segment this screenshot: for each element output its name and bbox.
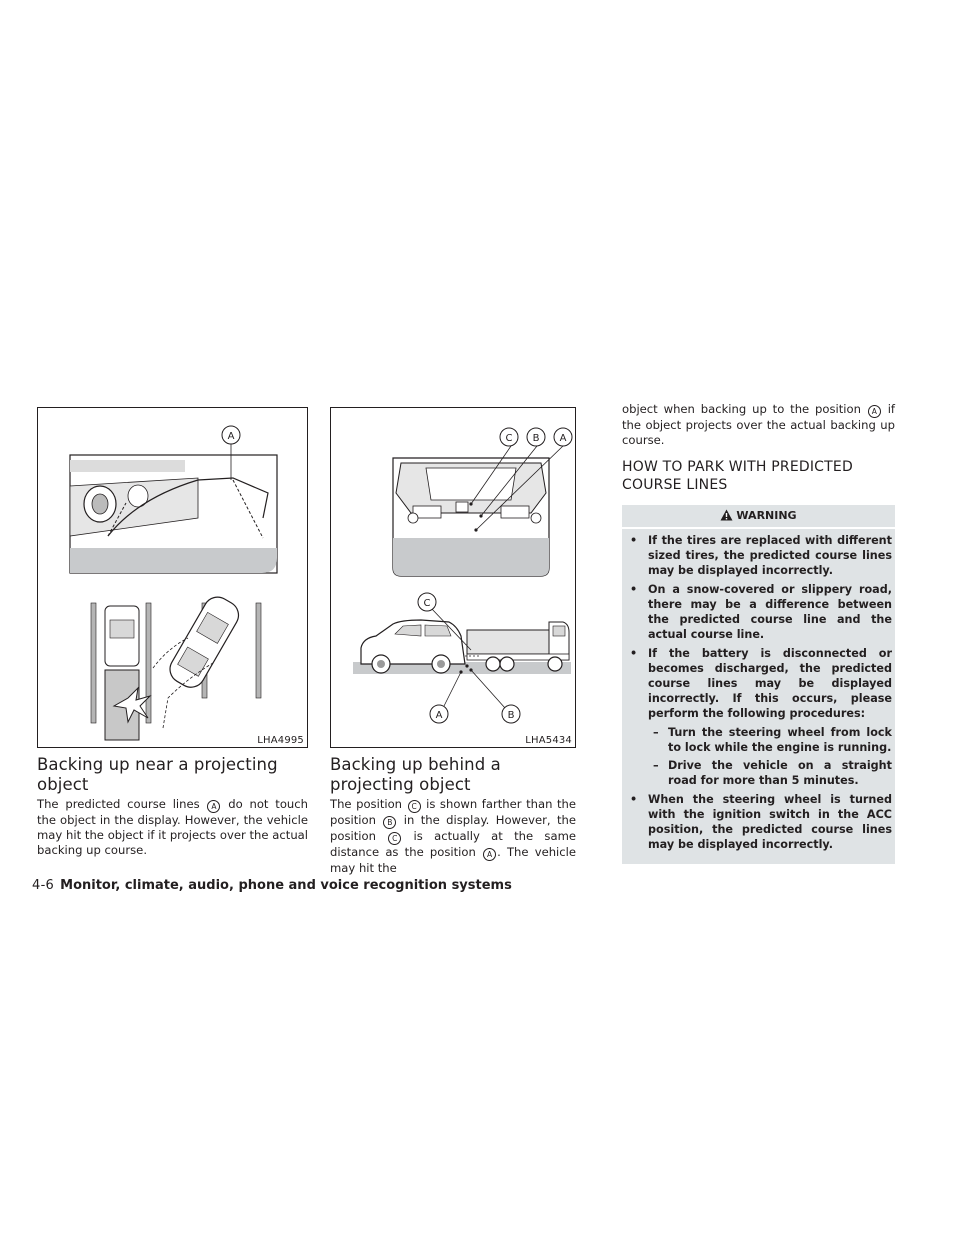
figure-backing-behind-projecting-object	[330, 407, 576, 748]
warning-item	[628, 646, 892, 788]
warning-item-text: If the tires are replaced with different sized tires, the predicted course lines may be displayed incorrectly.	[648, 534, 892, 577]
text-part: in the display. However, the position	[330, 813, 577, 843]
text-part: . The vehicle may hit the	[330, 845, 577, 875]
text-part: The predicted course lines	[37, 797, 200, 811]
warning-item	[628, 533, 892, 578]
section-heading-near-projecting: Backing up near a projecting object	[37, 755, 278, 794]
fig2-callout-a-bottom: A	[435, 710, 443, 721]
fig2-callout-c-bottom: C	[423, 598, 431, 609]
section-heading-predicted-course-lines: HOW TO PARK WITH PREDICTED COURSE LINES	[622, 459, 853, 493]
chapter-title: Monitor, climate, audio, phone and voice recognition systems	[60, 878, 512, 893]
marker-a: A	[207, 800, 220, 813]
bullet: •	[630, 583, 638, 596]
text-part: if the object projects over the actual backing up course.	[622, 402, 895, 447]
marker-b: B	[383, 816, 396, 829]
figure-backing-near-projecting-object	[37, 407, 308, 748]
section-heading-behind-projecting: Backing up behind a projecting object	[330, 755, 501, 794]
dash: –	[653, 726, 659, 739]
bullet: •	[630, 647, 638, 660]
text-part: is actually at the same distance as the position	[330, 829, 576, 859]
text-part: The position	[330, 797, 403, 811]
warning-list	[628, 533, 892, 856]
fig2-callout-b-bottom: B	[507, 710, 515, 721]
warning-triangle-icon	[720, 509, 733, 521]
bullet: •	[630, 793, 638, 806]
marker-a: A	[483, 848, 496, 861]
figure-id-label: LHA5434	[525, 735, 572, 746]
text-part: is shown farther than the position	[330, 797, 576, 827]
warning-item	[628, 792, 892, 852]
warning-subitem	[648, 758, 892, 788]
text-part: object when backing up to the position	[622, 402, 861, 416]
warning-header	[622, 505, 895, 529]
figure-id-label: LHA4995	[257, 735, 304, 746]
fig1-callout-a: A	[227, 431, 235, 442]
warning-item	[628, 582, 892, 642]
warning-title: WARNING	[736, 509, 797, 522]
fig2-callout-c-top: C	[505, 433, 513, 444]
fig2-callout-b-top: B	[532, 433, 540, 444]
warning-subitem	[648, 725, 892, 755]
figure-2-illustration	[331, 408, 577, 749]
fig2-callout-a-top: A	[559, 433, 567, 444]
warning-box	[622, 505, 895, 864]
page-number: 4-6	[32, 878, 55, 893]
continued-text	[622, 402, 895, 448]
page-footer	[32, 878, 512, 894]
section-text-behind-projecting	[330, 797, 576, 876]
figure-1-illustration	[38, 408, 309, 749]
section-text-near-projecting	[37, 797, 308, 858]
warning-item-text: On a snow-covered or slippery road, there may be a difference between the predicted course line and the actual course line.	[648, 583, 892, 641]
dash: –	[653, 759, 659, 772]
warning-subitem-text: Turn the steering wheel from lock to lock while the engine is running.	[668, 726, 892, 754]
warning-subitem-text: Drive the vehicle on a straight road for more than 5 minutes.	[668, 759, 892, 787]
warning-item-text: If the battery is disconnected or becomes discharged, the predicted course lines may be displayed incorrectly. If this occurs, please perform the following procedures:	[648, 647, 892, 720]
marker-c: C	[408, 800, 421, 813]
text-part: do not touch the object in the display. However, the vehicle may hit the object if it projects over the actual backing up course.	[37, 797, 308, 857]
warning-sublist	[648, 725, 892, 788]
bullet: •	[630, 534, 638, 547]
marker-a: A	[868, 405, 881, 418]
marker-c: C	[388, 832, 401, 845]
warning-item-text: When the steering wheel is turned with the ignition switch in the ACC position, the predicted course lines may be displayed incorrectly.	[648, 793, 892, 851]
